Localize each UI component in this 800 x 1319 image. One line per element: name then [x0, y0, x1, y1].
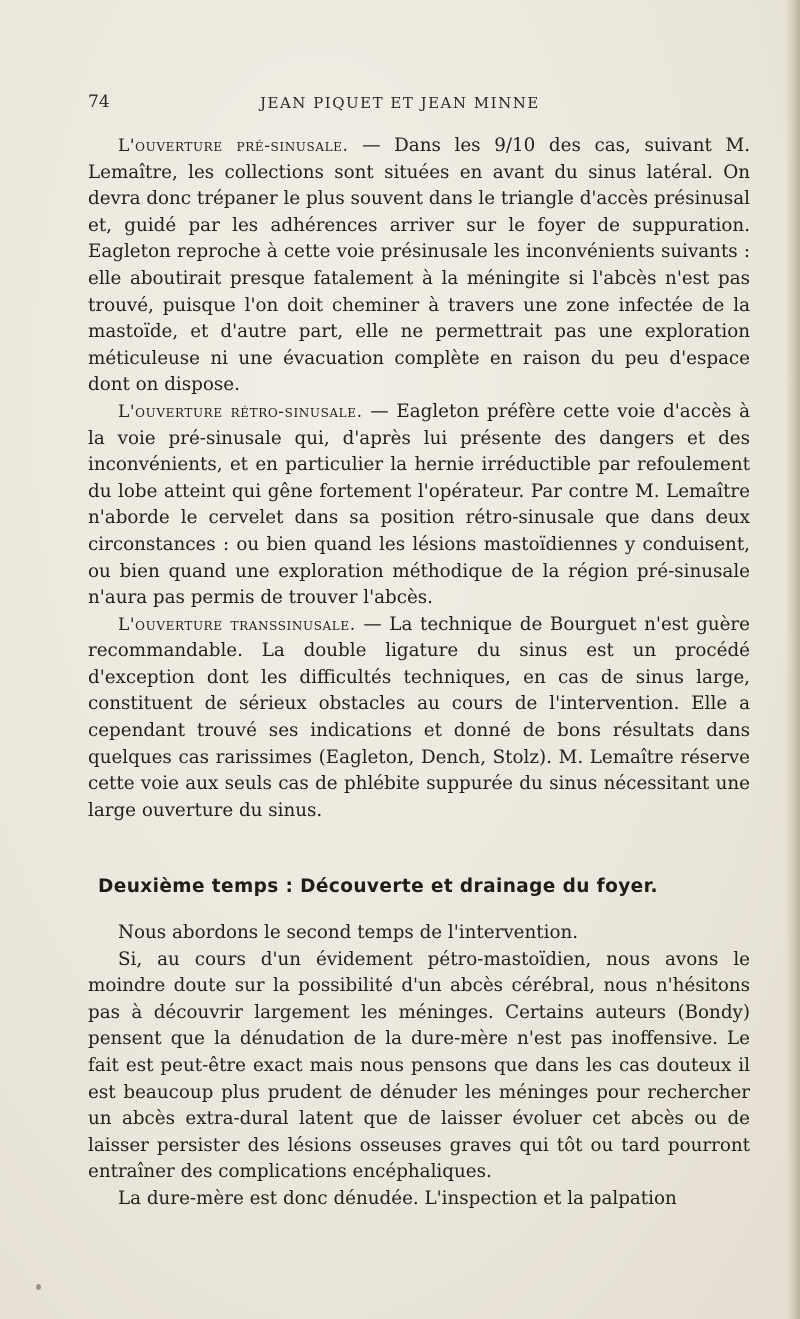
paragraph-intro: Nous abordons le second temps de l'intervention.: [118, 922, 579, 943]
paper-speck: [36, 1284, 41, 1290]
paragraph-retrosinusal: [88, 399, 750, 612]
paragraph-text: — Dans les 9/10 des cas, suivant M. Lemaître, les collections sont situées en avant du sinus latéral. On devra donc trépaner le plus souvent dans le triangle d'accès présinusal et, guidé par les adhérences arriver sur le foyer de suppuration. Eagleton reproche à cette voie présinusale les inconvénients suivants : elle aboutirait presque fatalement à la méningite si l'abcès n'est pas trouvé, puisque l'on doit cheminer à travers une zone infectée de la mastoïde, et d'autre part, elle ne permettrait pas une exploration méticuleuse ni une évacuation complète en raison du peu d'espace dont on dispose.: [88, 135, 751, 396]
paragraph-label: L'ouverture pré-sinusale.: [118, 136, 349, 156]
page-edge: [786, 0, 800, 1319]
page-number: 74: [88, 92, 110, 112]
running-head: JEAN PIQUET ET JEAN MINNE: [260, 94, 540, 112]
paragraph-presinusal: [88, 133, 750, 399]
paragraph-meninges: Si, au cours d'un évidement pétro-mastoïdien, nous avons le moindre doute sur la possibilité d'un abcès cérébral, nous n'hésitons pas à découvrir largement les méninges. Certains auteurs (Bondy) pensent que la dénudation de la dure-mère n'est pas inoffensive. Le fait est peut-être exact mais nous pensons que dans les cas douteux il est beaucoup plus prudent de dénuder les méninges pour rechercher un abcès extra-dural latent que de laisser évoluer cet abcès ou de laisser persister des lésions osseuses graves qui tôt ou tard pourront entraîner des complications encéphaliques.: [88, 948, 750, 1183]
paragraph-label: L'ouverture transsinusale.: [118, 614, 356, 635]
paragraph-transsinusal: [88, 612, 750, 825]
section-approaches: [88, 133, 750, 824]
paragraph-dura-mater: La dure-mère est donc dénudée. L'inspection et la palpation: [118, 1187, 677, 1209]
paragraph-label: L'ouverture rétro-sinusale.: [118, 401, 363, 422]
section-heading: Deuxième temps : Découverte et drainage du foyer.: [98, 876, 658, 897]
paragraph-text: — La technique de Bourguet n'est guère recommandable. La double ligature du sinus est un procédé d'exception dont les difficultés techniques, en cas de sinus large, constituent de sérieux obstacles au cours de l'intervention. Elle a cependant trouvé ses indications et donné de bons résultats dans quelques cas rarissimes (Eagleton, Dench, Stolz). M. Lemaître réserve cette voie aux seuls cas de phlébite suppurée du sinus nécessitant une large ouverture du sinus.: [88, 613, 750, 821]
paragraph-text: — Eagleton préfère cette voie d'accès à la voie pré-sinusale qui, d'après lui présente des dangers et des inconvénients, et en particulier la hernie irréductible par refoulement du lobe atteint qui gêne fortement l'opérateur. Par contre M. Lemaître n'aborde le cervelet dans sa position rétro-sinusale que dans deux circonstances : ou bien quand les lésions mastoïdiennes y conduisent, ou bien quand une exploration méthodique de la région pré-sinusale n'aura pas permis de trouver l'abcès.: [88, 400, 750, 609]
section-second-stage: [88, 920, 750, 1213]
page-header: [88, 92, 750, 116]
